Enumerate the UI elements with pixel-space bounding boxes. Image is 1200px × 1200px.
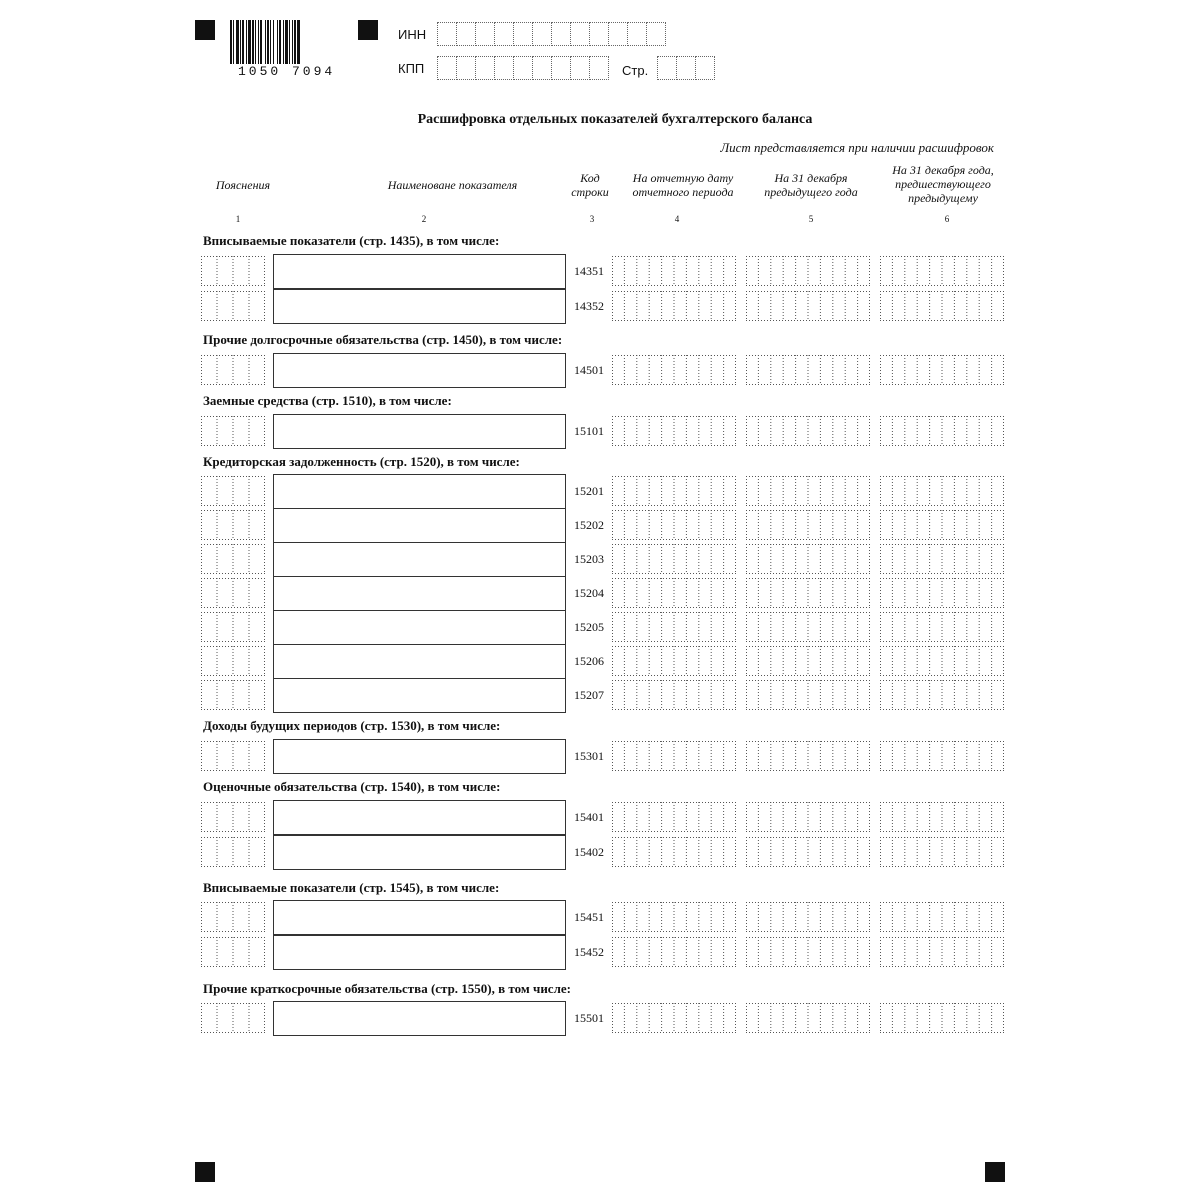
indicator-name-field[interactable] bbox=[273, 835, 566, 870]
indicator-name-field[interactable] bbox=[273, 254, 566, 289]
indicator-name-field[interactable] bbox=[273, 508, 566, 543]
value-previous-year-cells[interactable] bbox=[746, 802, 870, 832]
indicator-name-field[interactable] bbox=[273, 289, 566, 324]
row-code: 15101 bbox=[574, 424, 604, 438]
column-number-6: 6 bbox=[944, 214, 950, 224]
corner-marker-bottom-left bbox=[195, 1162, 215, 1182]
inn-cell[interactable] bbox=[513, 22, 533, 46]
explanation-cells[interactable] bbox=[201, 612, 265, 642]
row-code: 15452 bbox=[574, 945, 604, 959]
row-code: 15301 bbox=[574, 749, 604, 763]
section-title: Кредиторская задолженность (стр. 1520), в том числе: bbox=[203, 454, 520, 469]
corner-marker-top-right bbox=[358, 20, 378, 40]
value-previous-year-cells[interactable] bbox=[746, 612, 870, 642]
row-code: 15202 bbox=[574, 518, 604, 532]
explanation-cells[interactable] bbox=[201, 476, 265, 506]
value-previous-year-cells[interactable] bbox=[746, 837, 870, 867]
kpp-cell[interactable] bbox=[532, 56, 552, 80]
value-reporting-date-cells[interactable] bbox=[612, 256, 736, 286]
value-previous-year-cells[interactable] bbox=[746, 937, 870, 967]
value-previous-year-cells[interactable] bbox=[746, 578, 870, 608]
value-year-before-previous-cells[interactable] bbox=[880, 680, 1004, 710]
indicator-name-field[interactable] bbox=[273, 353, 566, 388]
explanation-cells[interactable] bbox=[201, 680, 265, 710]
value-previous-year-cells[interactable] bbox=[746, 256, 870, 286]
column-header-row-code: Код строки bbox=[571, 171, 609, 199]
row-code: 15201 bbox=[574, 484, 604, 498]
value-year-before-previous-cells[interactable] bbox=[880, 416, 1004, 446]
kpp-field[interactable] bbox=[437, 56, 608, 80]
value-previous-year-cells[interactable] bbox=[746, 476, 870, 506]
explanation-cells[interactable] bbox=[201, 1003, 265, 1033]
inn-cell[interactable] bbox=[437, 22, 457, 46]
column-header-explanations: Пояснения bbox=[215, 178, 271, 192]
value-reporting-date-cells[interactable] bbox=[612, 646, 736, 676]
indicator-name-field[interactable] bbox=[273, 900, 566, 935]
kpp-cell[interactable] bbox=[494, 56, 514, 80]
value-year-before-previous-cells[interactable] bbox=[880, 741, 1004, 771]
explanation-cells[interactable] bbox=[201, 355, 265, 385]
inn-cell[interactable] bbox=[646, 22, 666, 46]
value-reporting-date-cells[interactable] bbox=[612, 355, 736, 385]
indicator-name-field[interactable] bbox=[273, 1001, 566, 1036]
row-code: 15204 bbox=[574, 586, 604, 600]
section-title: Доходы будущих периодов (стр. 1530), в том числе: bbox=[203, 718, 501, 733]
inn-label: ИНН bbox=[398, 27, 427, 42]
inn-cell[interactable] bbox=[608, 22, 628, 46]
inn-cell[interactable] bbox=[627, 22, 647, 46]
value-year-before-previous-cells[interactable] bbox=[880, 476, 1004, 506]
explanation-cells[interactable] bbox=[201, 291, 265, 321]
value-reporting-date-cells[interactable] bbox=[612, 741, 736, 771]
indicator-name-field[interactable] bbox=[273, 414, 566, 449]
kpp-cell[interactable] bbox=[551, 56, 571, 80]
value-year-before-previous-cells[interactable] bbox=[880, 646, 1004, 676]
value-year-before-previous-cells[interactable] bbox=[880, 902, 1004, 932]
column-number-2: 2 bbox=[421, 214, 427, 224]
explanation-cells[interactable] bbox=[201, 741, 265, 771]
explanation-cells[interactable] bbox=[201, 510, 265, 540]
value-year-before-previous-cells[interactable] bbox=[880, 1003, 1004, 1033]
value-previous-year-cells[interactable] bbox=[746, 741, 870, 771]
value-year-before-previous-cells[interactable] bbox=[880, 937, 1004, 967]
inn-cell[interactable] bbox=[456, 22, 476, 46]
value-year-before-previous-cells[interactable] bbox=[880, 802, 1004, 832]
value-reporting-date-cells[interactable] bbox=[612, 291, 736, 321]
row-code: 15402 bbox=[574, 845, 604, 859]
value-previous-year-cells[interactable] bbox=[746, 544, 870, 574]
page-cell[interactable] bbox=[676, 56, 696, 80]
row-code: 15451 bbox=[574, 910, 604, 924]
explanation-cells[interactable] bbox=[201, 902, 265, 932]
explanation-cells[interactable] bbox=[201, 937, 265, 967]
row-code: 14501 bbox=[574, 363, 604, 377]
value-reporting-date-cells[interactable] bbox=[612, 680, 736, 710]
section-title: Оценочные обязательства (стр. 1540), в том числе: bbox=[203, 779, 501, 794]
column-header-indicator-name: Наименоване показателя bbox=[387, 178, 518, 192]
indicator-name-field[interactable] bbox=[273, 678, 566, 713]
page-field[interactable] bbox=[657, 56, 714, 80]
value-year-before-previous-cells[interactable] bbox=[880, 355, 1004, 385]
corner-marker-top-left bbox=[195, 20, 215, 40]
row-code: 15401 bbox=[574, 810, 604, 824]
indicator-name-field[interactable] bbox=[273, 610, 566, 645]
explanation-cells[interactable] bbox=[201, 802, 265, 832]
kpp-cell[interactable] bbox=[570, 56, 590, 80]
inn-cell[interactable] bbox=[589, 22, 609, 46]
indicator-name-field[interactable] bbox=[273, 739, 566, 774]
value-year-before-previous-cells[interactable] bbox=[880, 256, 1004, 286]
section-title: Вписываемые показатели (стр. 1545), в том числе: bbox=[203, 880, 500, 895]
value-reporting-date-cells[interactable] bbox=[612, 802, 736, 832]
page-label: Стр. bbox=[622, 63, 649, 78]
value-year-before-previous-cells[interactable] bbox=[880, 510, 1004, 540]
value-reporting-date-cells[interactable] bbox=[612, 612, 736, 642]
inn-field[interactable] bbox=[437, 22, 665, 46]
value-previous-year-cells[interactable] bbox=[746, 510, 870, 540]
section-title: Вписываемые показатели (стр. 1435), в том числе: bbox=[203, 233, 500, 248]
column-header-year-before-previous: На 31 декабря года, предшествующего предыдущему bbox=[892, 163, 994, 205]
value-reporting-date-cells[interactable] bbox=[612, 578, 736, 608]
value-previous-year-cells[interactable] bbox=[746, 902, 870, 932]
value-reporting-date-cells[interactable] bbox=[612, 476, 736, 506]
explanation-cells[interactable] bbox=[201, 578, 265, 608]
row-code: 15205 bbox=[574, 620, 604, 634]
value-year-before-previous-cells[interactable] bbox=[880, 578, 1004, 608]
value-previous-year-cells[interactable] bbox=[746, 1003, 870, 1033]
inn-cell[interactable] bbox=[551, 22, 571, 46]
kpp-cell[interactable] bbox=[456, 56, 476, 80]
value-previous-year-cells[interactable] bbox=[746, 416, 870, 446]
value-previous-year-cells[interactable] bbox=[746, 355, 870, 385]
column-number-5: 5 bbox=[808, 214, 814, 224]
barcode bbox=[230, 20, 340, 64]
column-number-3: 3 bbox=[589, 214, 595, 224]
kpp-cell[interactable] bbox=[513, 56, 533, 80]
indicator-name-field[interactable] bbox=[273, 935, 566, 970]
column-number-4: 4 bbox=[674, 214, 680, 224]
explanation-cells[interactable] bbox=[201, 256, 265, 286]
section-title: Прочие краткосрочные обязательства (стр. 1550), в том числе: bbox=[203, 981, 571, 996]
value-reporting-date-cells[interactable] bbox=[612, 1003, 736, 1033]
indicator-name-field[interactable] bbox=[273, 474, 566, 509]
column-header-reporting-date: На отчетную дату отчетного периода bbox=[632, 171, 734, 199]
value-previous-year-cells[interactable] bbox=[746, 291, 870, 321]
column-number-1: 1 bbox=[235, 214, 241, 224]
indicator-name-field[interactable] bbox=[273, 542, 566, 577]
row-code: 14352 bbox=[574, 299, 604, 313]
kpp-cell[interactable] bbox=[475, 56, 495, 80]
value-year-before-previous-cells[interactable] bbox=[880, 612, 1004, 642]
inn-cell[interactable] bbox=[570, 22, 590, 46]
value-previous-year-cells[interactable] bbox=[746, 680, 870, 710]
value-reporting-date-cells[interactable] bbox=[612, 937, 736, 967]
explanation-cells[interactable] bbox=[201, 837, 265, 867]
indicator-name-field[interactable] bbox=[273, 800, 566, 835]
value-reporting-date-cells[interactable] bbox=[612, 416, 736, 446]
page-cell[interactable] bbox=[695, 56, 715, 80]
value-year-before-previous-cells[interactable] bbox=[880, 544, 1004, 574]
row-code: 15206 bbox=[574, 654, 604, 668]
row-code: 14351 bbox=[574, 264, 604, 278]
inn-cell[interactable] bbox=[494, 22, 514, 46]
row-code: 15203 bbox=[574, 552, 604, 566]
indicator-name-field[interactable] bbox=[273, 644, 566, 679]
explanation-cells[interactable] bbox=[201, 544, 265, 574]
explanation-cells[interactable] bbox=[201, 416, 265, 446]
page-cell[interactable] bbox=[657, 56, 677, 80]
row-code: 15207 bbox=[574, 688, 604, 702]
kpp-cell[interactable] bbox=[589, 56, 609, 80]
value-year-before-previous-cells[interactable] bbox=[880, 837, 1004, 867]
value-previous-year-cells[interactable] bbox=[746, 646, 870, 676]
form-note: Лист представляется при наличии расшифровок bbox=[720, 140, 994, 155]
corner-marker-bottom-right bbox=[985, 1162, 1005, 1182]
row-code: 15501 bbox=[574, 1011, 604, 1025]
kpp-label: КПП bbox=[398, 61, 425, 76]
explanation-cells[interactable] bbox=[201, 646, 265, 676]
inn-cell[interactable] bbox=[475, 22, 495, 46]
section-title: Заемные средства (стр. 1510), в том числе: bbox=[203, 393, 452, 408]
value-reporting-date-cells[interactable] bbox=[612, 510, 736, 540]
value-reporting-date-cells[interactable] bbox=[612, 544, 736, 574]
value-reporting-date-cells[interactable] bbox=[612, 902, 736, 932]
indicator-name-field[interactable] bbox=[273, 576, 566, 611]
column-header-previous-year: На 31 декабря предыдущего года bbox=[764, 171, 858, 199]
value-year-before-previous-cells[interactable] bbox=[880, 291, 1004, 321]
inn-cell[interactable] bbox=[532, 22, 552, 46]
barcode-number: 1050 7094 bbox=[238, 64, 336, 79]
form-title: Расшифровка отдельных показателей бухгалтерского баланса bbox=[417, 112, 813, 127]
value-reporting-date-cells[interactable] bbox=[612, 837, 736, 867]
kpp-cell[interactable] bbox=[437, 56, 457, 80]
section-title: Прочие долгосрочные обязательства (стр. 1450), в том числе: bbox=[203, 332, 563, 347]
